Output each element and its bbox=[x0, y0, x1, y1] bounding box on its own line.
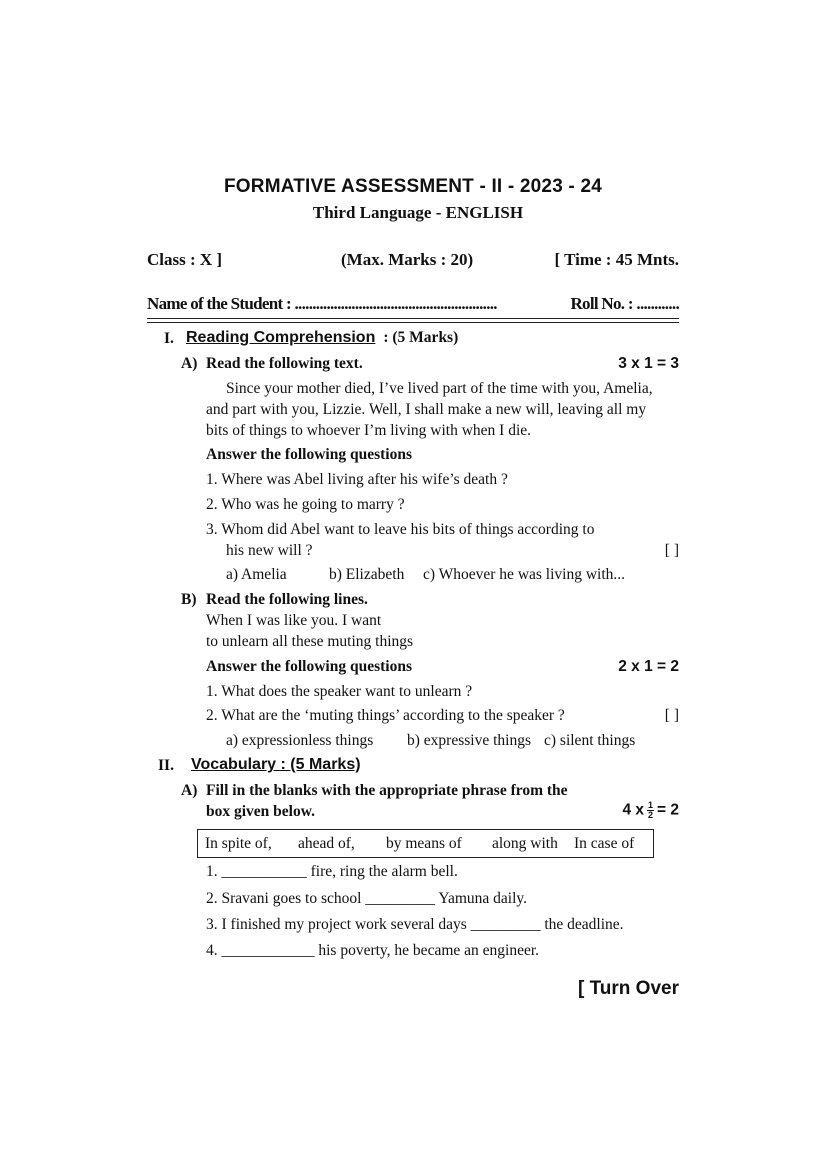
time-limit: [ Time : 45 Mnts. bbox=[554, 250, 679, 269]
question-item: 1. What does the speaker want to unlearn ? bbox=[206, 683, 473, 700]
answer-bracket: [ ] bbox=[664, 542, 679, 559]
answer-bracket: [ ] bbox=[664, 707, 679, 724]
fraction-denominator: 2 bbox=[648, 810, 654, 820]
option-b: b) Elizabeth bbox=[329, 566, 405, 583]
question-item: 2. Who was he going to marry ? bbox=[206, 496, 405, 513]
divider-bottom bbox=[147, 322, 679, 323]
section1-heading bbox=[186, 329, 458, 347]
option-b: b) expressive things bbox=[407, 732, 531, 749]
section2-partA-label: A) bbox=[181, 782, 198, 799]
class-label: Class : X ] bbox=[147, 250, 223, 269]
section1-partB-label: B) bbox=[181, 591, 197, 608]
passage-line: Since your mother died, I’ve lived part of the time with you, Amelia, bbox=[226, 380, 653, 397]
section1-partA-marks: 3 x 1 = 3 bbox=[618, 355, 679, 372]
half-fraction bbox=[647, 801, 654, 820]
option-c: c) Whoever he was living with... bbox=[423, 566, 626, 583]
word-box bbox=[197, 829, 654, 858]
section1-marks: : (5 Marks) bbox=[383, 329, 459, 346]
marks-prefix: 4 x bbox=[622, 801, 644, 819]
divider-top bbox=[147, 318, 679, 319]
roll-no-field: Roll No. : ............ bbox=[570, 294, 679, 313]
section1-partA-label: A) bbox=[181, 355, 198, 372]
section1-partB-instruction: Read the following lines. bbox=[206, 591, 368, 608]
question-item-continued: his new will ? bbox=[226, 542, 313, 559]
section1-title: Reading Comprehension bbox=[186, 329, 376, 346]
section2-title: Vocabulary : (5 Marks) bbox=[191, 756, 361, 773]
exam-subtitle: Third Language - ENGLISH bbox=[312, 203, 524, 222]
passage-line: bits of things to whoever I’m living with when I die. bbox=[206, 422, 532, 439]
section1-partA-instruction: Read the following text. bbox=[206, 355, 363, 372]
exam-title: FORMATIVE ASSESSMENT - II - 2023 - 24 bbox=[224, 176, 602, 197]
option-a: a) expressionless things bbox=[226, 732, 374, 749]
fill-blank-item: 3. I finished my project work several days _________ the deadline. bbox=[206, 916, 624, 933]
word-box-item: by means of bbox=[386, 835, 462, 852]
turn-over-note: [ Turn Over bbox=[578, 978, 679, 999]
section2-numeral: II. bbox=[158, 757, 174, 774]
fill-blank-item: 2. Sravani goes to school _________ Yamuna daily. bbox=[206, 890, 528, 907]
section1-numeral: I. bbox=[164, 330, 174, 347]
question-item: 1. Where was Abel living after his wife’s death ? bbox=[206, 471, 508, 488]
option-a: a) Amelia bbox=[226, 566, 287, 583]
section2-partA-instruction: Fill in the blanks with the appropriate phrase from the bbox=[206, 782, 568, 799]
marks-suffix: = 2 bbox=[657, 801, 679, 819]
option-c: c) silent things bbox=[544, 732, 636, 749]
fill-blank-item: 4. ____________ his poverty, he became an engineer. bbox=[206, 942, 540, 959]
questions-heading: Answer the following questions bbox=[206, 446, 412, 463]
poem-line: to unlearn all these muting things bbox=[206, 633, 414, 650]
question-item: 3. Whom did Abel want to leave his bits of things according to bbox=[206, 521, 595, 538]
fraction-numerator: 1 bbox=[648, 800, 654, 810]
section2-partA-marks bbox=[622, 801, 679, 820]
word-box-item: In case of bbox=[574, 835, 635, 852]
word-box-item: In spite of, bbox=[205, 835, 272, 852]
section1-partB-marks: 2 x 1 = 2 bbox=[618, 658, 679, 675]
student-info-line bbox=[147, 294, 679, 314]
questions-heading: Answer the following questions bbox=[206, 658, 412, 675]
word-box-item: ahead of, bbox=[298, 835, 355, 852]
word-box-item: along with bbox=[492, 835, 558, 852]
student-name-field: Name of the Student : ......................................................... bbox=[147, 294, 497, 313]
max-marks: (Max. Marks : 20) bbox=[341, 250, 474, 269]
question-item: 2. What are the ‘muting things’ according to the speaker ? bbox=[206, 707, 565, 724]
fill-blank-item: 1. ___________ fire, ring the alarm bell. bbox=[206, 863, 458, 880]
section2-partA-instruction-continued: box given below. bbox=[206, 803, 315, 820]
passage-line: and part with you, Lizzie. Well, I shall make a new will, leaving all my bbox=[206, 401, 647, 418]
poem-line: When I was like you. I want bbox=[206, 612, 382, 629]
